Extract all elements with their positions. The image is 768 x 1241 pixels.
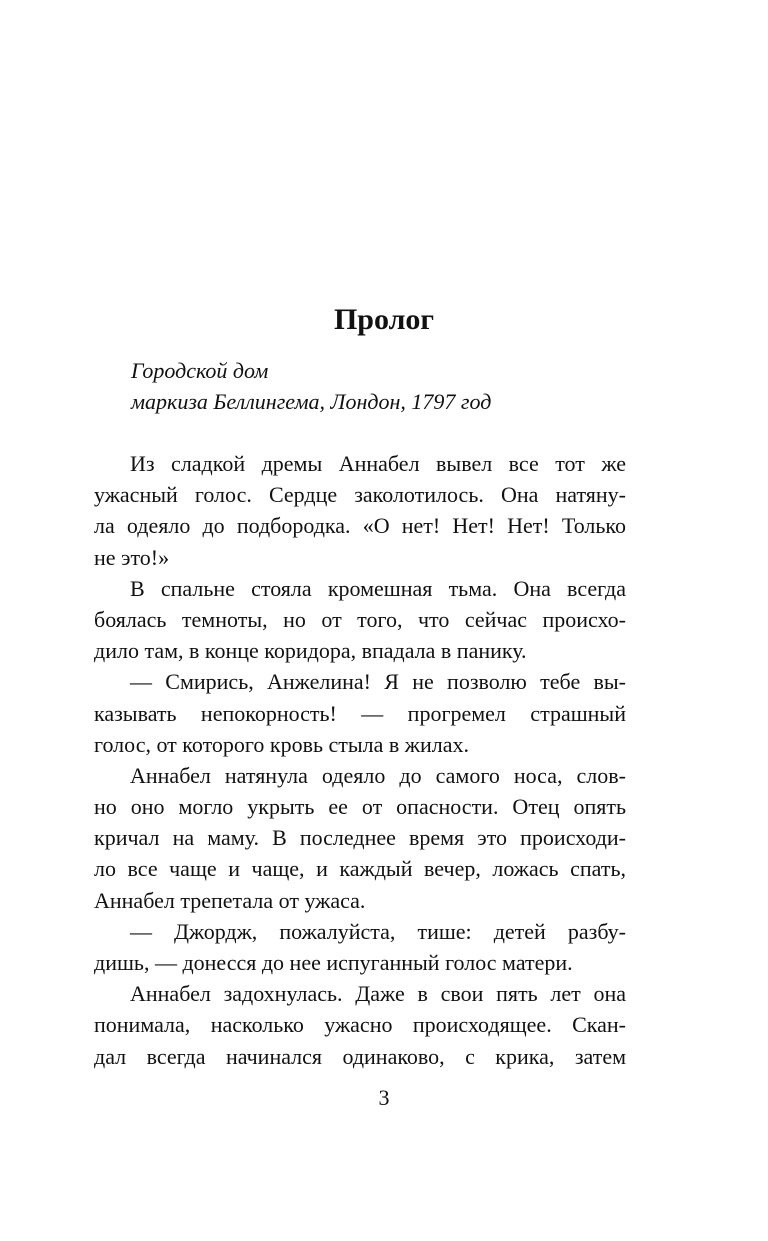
text-line: дал всегда начинался одинаково, с крика, затем <box>94 1043 626 1069</box>
text-line: дило там, в конце коридора, впадала в панику. <box>94 638 527 664</box>
text-line: Аннабел задохнулась. Даже в свои пять лет она <box>130 981 626 1007</box>
paragraph <box>94 448 626 573</box>
text-line: Аннабел трепетала от ужаса. <box>94 887 366 913</box>
location-line-1: Городской дом <box>131 358 269 383</box>
text-line: но оно могло укрыть ее от опасности. Отец опять <box>94 794 626 820</box>
text-line: ла одеяло до подбородка. «О нет! Нет! Нет! Только <box>94 513 626 539</box>
text-line: понимала, насколько ужасно происходящее. Скан- <box>94 1012 626 1038</box>
text-line: Аннабел натянула одеяло до самого носа, слов- <box>130 762 626 788</box>
body-text <box>94 448 626 1072</box>
location-heading <box>131 355 651 417</box>
text-line: ужасный голос. Сердце заколотилось. Она натяну- <box>94 482 626 508</box>
paragraph <box>94 916 626 978</box>
paragraph <box>94 666 626 760</box>
text-line: — Джордж, пожалуйста, тише: детей разбу- <box>130 918 626 944</box>
text-line: не это!» <box>94 544 170 570</box>
text-line: голос, от которого кровь стыла в жилах. <box>94 731 469 757</box>
paragraph <box>94 573 626 667</box>
paragraph <box>94 760 626 916</box>
text-line: В спальне стояла кромешная тьма. Она всегда <box>130 575 626 601</box>
text-line: — Смирись, Анжелина! Я не позволю тебе вы- <box>130 669 626 695</box>
text-line: дишь, — донесся до нее испуганный голос матери. <box>94 950 573 975</box>
text-line: ло все чаще и чаще, и каждый вечер, ложась спать, <box>94 856 626 882</box>
page-number: 3 <box>378 1085 390 1110</box>
chapter-title: Пролог <box>333 303 435 336</box>
text-line: кричал на маму. В последнее время это происходи- <box>94 825 626 851</box>
location-line-2: маркиза Беллингема, Лондон, 1797 год <box>131 389 492 414</box>
text-line: казывать непокорность! — прогремел страшный <box>94 700 626 726</box>
paragraph <box>94 978 626 1072</box>
text-line: боялась темноты, но от того, что сейчас происхо- <box>94 606 626 632</box>
text-line: Из сладкой дремы Аннабел вывел все тот же <box>130 451 626 476</box>
